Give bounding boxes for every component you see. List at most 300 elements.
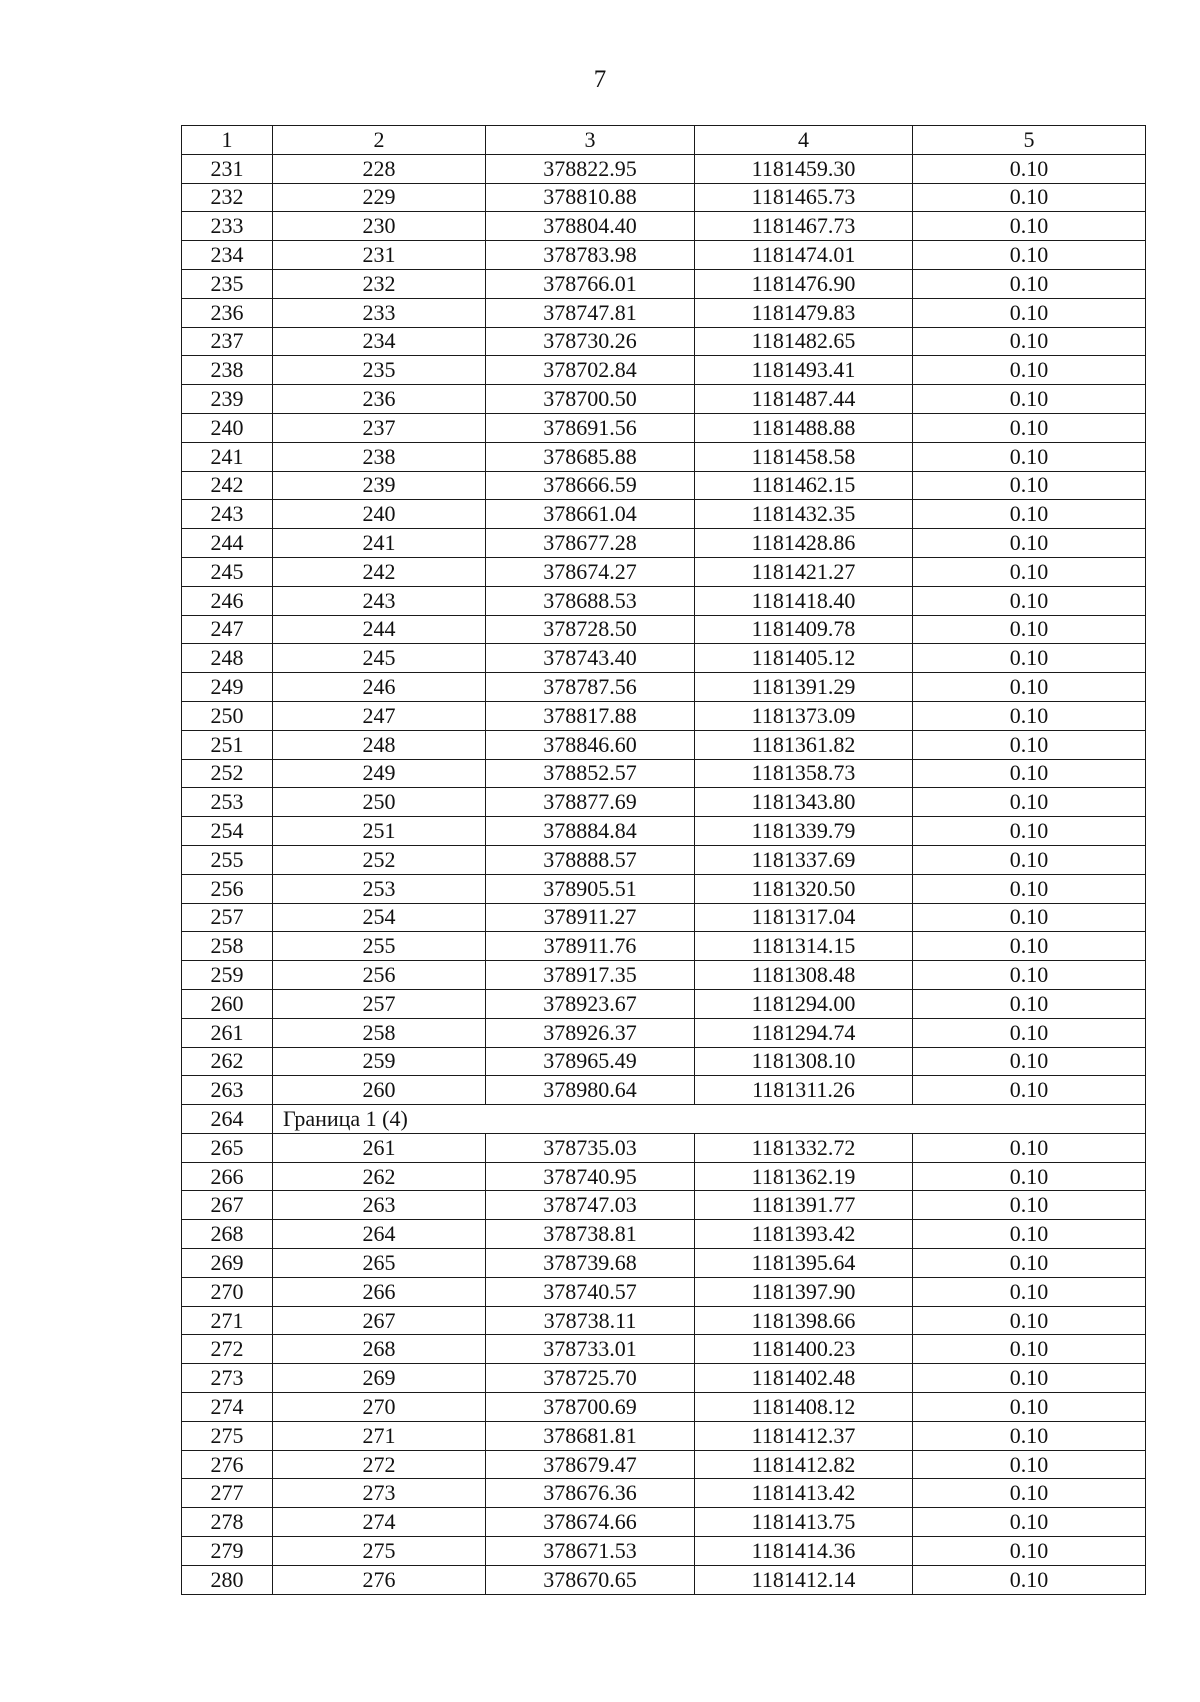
y-coordinate-cell: 1181397.90 bbox=[695, 1277, 913, 1306]
error-cell: 0.10 bbox=[913, 845, 1146, 874]
point-number-cell: 250 bbox=[273, 788, 486, 817]
error-cell: 0.10 bbox=[913, 154, 1146, 183]
error-cell: 0.10 bbox=[913, 1191, 1146, 1220]
y-coordinate-cell: 1181391.77 bbox=[695, 1191, 913, 1220]
table-row bbox=[182, 154, 1146, 183]
y-coordinate-cell: 1181462.15 bbox=[695, 471, 913, 500]
table-row bbox=[182, 874, 1146, 903]
y-coordinate-cell: 1181488.88 bbox=[695, 413, 913, 442]
table-row bbox=[182, 1393, 1146, 1422]
point-number-cell: 271 bbox=[273, 1421, 486, 1450]
x-coordinate-cell: 378747.81 bbox=[486, 298, 695, 327]
row-number-cell: 274 bbox=[182, 1393, 273, 1422]
x-coordinate-cell: 378787.56 bbox=[486, 673, 695, 702]
point-number-cell: 272 bbox=[273, 1450, 486, 1479]
error-cell: 0.10 bbox=[913, 1537, 1146, 1566]
row-number-cell: 277 bbox=[182, 1479, 273, 1508]
error-cell: 0.10 bbox=[913, 241, 1146, 270]
x-coordinate-cell: 378702.84 bbox=[486, 356, 695, 385]
point-number-cell: 236 bbox=[273, 385, 486, 414]
page-number: 7 bbox=[593, 66, 607, 93]
x-coordinate-cell: 378691.56 bbox=[486, 413, 695, 442]
table-header-row bbox=[182, 126, 1146, 155]
y-coordinate-cell: 1181308.10 bbox=[695, 1047, 913, 1076]
row-number-cell: 244 bbox=[182, 529, 273, 558]
error-cell: 0.10 bbox=[913, 1508, 1146, 1537]
row-number-cell: 273 bbox=[182, 1364, 273, 1393]
y-coordinate-cell: 1181413.42 bbox=[695, 1479, 913, 1508]
y-coordinate-cell: 1181432.35 bbox=[695, 500, 913, 529]
table-row bbox=[182, 1508, 1146, 1537]
row-number-cell: 239 bbox=[182, 385, 273, 414]
y-coordinate-cell: 1181400.23 bbox=[695, 1335, 913, 1364]
point-number-cell: 244 bbox=[273, 615, 486, 644]
row-number-cell: 258 bbox=[182, 932, 273, 961]
error-cell: 0.10 bbox=[913, 730, 1146, 759]
coordinates-table bbox=[181, 125, 1146, 1595]
error-cell: 0.10 bbox=[913, 788, 1146, 817]
error-cell: 0.10 bbox=[913, 1364, 1146, 1393]
table-row bbox=[182, 1537, 1146, 1566]
y-coordinate-cell: 1181459.30 bbox=[695, 154, 913, 183]
row-number-cell: 232 bbox=[182, 183, 273, 212]
x-coordinate-cell: 378738.81 bbox=[486, 1220, 695, 1249]
row-number-cell: 233 bbox=[182, 212, 273, 241]
y-coordinate-cell: 1181412.14 bbox=[695, 1565, 913, 1594]
x-coordinate-cell: 378740.95 bbox=[486, 1162, 695, 1191]
table-row bbox=[182, 557, 1146, 586]
x-coordinate-cell: 378923.67 bbox=[486, 989, 695, 1018]
y-coordinate-cell: 1181402.48 bbox=[695, 1364, 913, 1393]
x-coordinate-cell: 378926.37 bbox=[486, 1018, 695, 1047]
x-coordinate-cell: 378766.01 bbox=[486, 269, 695, 298]
point-number-cell: 242 bbox=[273, 557, 486, 586]
row-number-cell: 251 bbox=[182, 730, 273, 759]
y-coordinate-cell: 1181395.64 bbox=[695, 1249, 913, 1278]
point-number-cell: 245 bbox=[273, 644, 486, 673]
column-header: 3 bbox=[486, 126, 695, 155]
error-cell: 0.10 bbox=[913, 327, 1146, 356]
row-number-cell: 272 bbox=[182, 1335, 273, 1364]
error-cell: 0.10 bbox=[913, 1162, 1146, 1191]
x-coordinate-cell: 378822.95 bbox=[486, 154, 695, 183]
point-number-cell: 260 bbox=[273, 1076, 486, 1105]
error-cell: 0.10 bbox=[913, 903, 1146, 932]
row-number-cell: 237 bbox=[182, 327, 273, 356]
table-row bbox=[182, 298, 1146, 327]
y-coordinate-cell: 1181482.65 bbox=[695, 327, 913, 356]
row-number-cell: 270 bbox=[182, 1277, 273, 1306]
row-number-cell: 248 bbox=[182, 644, 273, 673]
y-coordinate-cell: 1181493.41 bbox=[695, 356, 913, 385]
x-coordinate-cell: 378743.40 bbox=[486, 644, 695, 673]
y-coordinate-cell: 1181412.37 bbox=[695, 1421, 913, 1450]
section-label-cell: Граница 1 (4) bbox=[273, 1105, 1146, 1134]
row-number-cell: 246 bbox=[182, 586, 273, 615]
y-coordinate-cell: 1181391.29 bbox=[695, 673, 913, 702]
row-number-cell: 255 bbox=[182, 845, 273, 874]
row-number-cell: 250 bbox=[182, 701, 273, 730]
table-row bbox=[182, 1306, 1146, 1335]
y-coordinate-cell: 1181362.19 bbox=[695, 1162, 913, 1191]
error-cell: 0.10 bbox=[913, 500, 1146, 529]
x-coordinate-cell: 378728.50 bbox=[486, 615, 695, 644]
x-coordinate-cell: 378676.36 bbox=[486, 1479, 695, 1508]
row-number-cell: 271 bbox=[182, 1306, 273, 1335]
row-number-cell: 269 bbox=[182, 1249, 273, 1278]
error-cell: 0.10 bbox=[913, 817, 1146, 846]
row-number-cell: 265 bbox=[182, 1133, 273, 1162]
point-number-cell: 238 bbox=[273, 442, 486, 471]
x-coordinate-cell: 378674.66 bbox=[486, 1508, 695, 1537]
table-row bbox=[182, 730, 1146, 759]
point-number-cell: 274 bbox=[273, 1508, 486, 1537]
row-number-cell: 235 bbox=[182, 269, 273, 298]
table-row bbox=[182, 1162, 1146, 1191]
table-row bbox=[182, 1421, 1146, 1450]
point-number-cell: 270 bbox=[273, 1393, 486, 1422]
y-coordinate-cell: 1181343.80 bbox=[695, 788, 913, 817]
table-row bbox=[182, 385, 1146, 414]
table-row bbox=[182, 644, 1146, 673]
row-number-cell: 253 bbox=[182, 788, 273, 817]
error-cell: 0.10 bbox=[913, 673, 1146, 702]
point-number-cell: 249 bbox=[273, 759, 486, 788]
error-cell: 0.10 bbox=[913, 1249, 1146, 1278]
y-coordinate-cell: 1181418.40 bbox=[695, 586, 913, 615]
row-number-cell: 234 bbox=[182, 241, 273, 270]
point-number-cell: 264 bbox=[273, 1220, 486, 1249]
table-row bbox=[182, 1133, 1146, 1162]
error-cell: 0.10 bbox=[913, 874, 1146, 903]
point-number-cell: 228 bbox=[273, 154, 486, 183]
error-cell: 0.10 bbox=[913, 529, 1146, 558]
row-number-cell: 254 bbox=[182, 817, 273, 846]
point-number-cell: 229 bbox=[273, 183, 486, 212]
point-number-cell: 269 bbox=[273, 1364, 486, 1393]
x-coordinate-cell: 378817.88 bbox=[486, 701, 695, 730]
x-coordinate-cell: 378738.11 bbox=[486, 1306, 695, 1335]
error-cell: 0.10 bbox=[913, 269, 1146, 298]
table-row bbox=[182, 989, 1146, 1018]
point-number-cell: 257 bbox=[273, 989, 486, 1018]
y-coordinate-cell: 1181358.73 bbox=[695, 759, 913, 788]
error-cell: 0.10 bbox=[913, 1133, 1146, 1162]
y-coordinate-cell: 1181337.69 bbox=[695, 845, 913, 874]
point-number-cell: 273 bbox=[273, 1479, 486, 1508]
table-row bbox=[182, 817, 1146, 846]
y-coordinate-cell: 1181487.44 bbox=[695, 385, 913, 414]
x-coordinate-cell: 378670.65 bbox=[486, 1565, 695, 1594]
error-cell: 0.10 bbox=[913, 701, 1146, 730]
point-number-cell: 247 bbox=[273, 701, 486, 730]
x-coordinate-cell: 378846.60 bbox=[486, 730, 695, 759]
x-coordinate-cell: 378685.88 bbox=[486, 442, 695, 471]
y-coordinate-cell: 1181408.12 bbox=[695, 1393, 913, 1422]
y-coordinate-cell: 1181409.78 bbox=[695, 615, 913, 644]
error-cell: 0.10 bbox=[913, 1047, 1146, 1076]
x-coordinate-cell: 378671.53 bbox=[486, 1537, 695, 1566]
y-coordinate-cell: 1181465.73 bbox=[695, 183, 913, 212]
table-row bbox=[182, 1479, 1146, 1508]
table-row bbox=[182, 269, 1146, 298]
table-row bbox=[182, 759, 1146, 788]
row-number-cell: 275 bbox=[182, 1421, 273, 1450]
table-row bbox=[182, 413, 1146, 442]
x-coordinate-cell: 378735.03 bbox=[486, 1133, 695, 1162]
point-number-cell: 251 bbox=[273, 817, 486, 846]
row-number-cell: 243 bbox=[182, 500, 273, 529]
table-row bbox=[182, 529, 1146, 558]
column-header: 5 bbox=[913, 126, 1146, 155]
table-row bbox=[182, 701, 1146, 730]
row-number-cell: 278 bbox=[182, 1508, 273, 1537]
error-cell: 0.10 bbox=[913, 961, 1146, 990]
table-row bbox=[182, 673, 1146, 702]
y-coordinate-cell: 1181339.79 bbox=[695, 817, 913, 846]
y-coordinate-cell: 1181314.15 bbox=[695, 932, 913, 961]
row-number-cell: 264 bbox=[182, 1105, 273, 1134]
error-cell: 0.10 bbox=[913, 932, 1146, 961]
x-coordinate-cell: 378739.68 bbox=[486, 1249, 695, 1278]
row-number-cell: 231 bbox=[182, 154, 273, 183]
point-number-cell: 235 bbox=[273, 356, 486, 385]
y-coordinate-cell: 1181294.74 bbox=[695, 1018, 913, 1047]
error-cell: 0.10 bbox=[913, 442, 1146, 471]
error-cell: 0.10 bbox=[913, 356, 1146, 385]
x-coordinate-cell: 378852.57 bbox=[486, 759, 695, 788]
error-cell: 0.10 bbox=[913, 615, 1146, 644]
y-coordinate-cell: 1181361.82 bbox=[695, 730, 913, 759]
y-coordinate-cell: 1181474.01 bbox=[695, 241, 913, 270]
point-number-cell: 263 bbox=[273, 1191, 486, 1220]
point-number-cell: 265 bbox=[273, 1249, 486, 1278]
error-cell: 0.10 bbox=[913, 644, 1146, 673]
error-cell: 0.10 bbox=[913, 183, 1146, 212]
row-number-cell: 262 bbox=[182, 1047, 273, 1076]
error-cell: 0.10 bbox=[913, 759, 1146, 788]
error-cell: 0.10 bbox=[913, 1277, 1146, 1306]
point-number-cell: 230 bbox=[273, 212, 486, 241]
table-section-row bbox=[182, 1105, 1146, 1134]
table-row bbox=[182, 327, 1146, 356]
point-number-cell: 253 bbox=[273, 874, 486, 903]
x-coordinate-cell: 378905.51 bbox=[486, 874, 695, 903]
y-coordinate-cell: 1181428.86 bbox=[695, 529, 913, 558]
table-row bbox=[182, 1076, 1146, 1105]
table-row bbox=[182, 903, 1146, 932]
table-row bbox=[182, 586, 1146, 615]
table-row bbox=[182, 1335, 1146, 1364]
point-number-cell: 275 bbox=[273, 1537, 486, 1566]
x-coordinate-cell: 378783.98 bbox=[486, 241, 695, 270]
error-cell: 0.10 bbox=[913, 1306, 1146, 1335]
column-header: 4 bbox=[695, 126, 913, 155]
table-row bbox=[182, 500, 1146, 529]
row-number-cell: 276 bbox=[182, 1450, 273, 1479]
row-number-cell: 238 bbox=[182, 356, 273, 385]
row-number-cell: 260 bbox=[182, 989, 273, 1018]
row-number-cell: 257 bbox=[182, 903, 273, 932]
point-number-cell: 267 bbox=[273, 1306, 486, 1335]
error-cell: 0.10 bbox=[913, 413, 1146, 442]
point-number-cell: 255 bbox=[273, 932, 486, 961]
error-cell: 0.10 bbox=[913, 989, 1146, 1018]
x-coordinate-cell: 378733.01 bbox=[486, 1335, 695, 1364]
table-row bbox=[182, 1450, 1146, 1479]
x-coordinate-cell: 378679.47 bbox=[486, 1450, 695, 1479]
x-coordinate-cell: 378747.03 bbox=[486, 1191, 695, 1220]
table-row bbox=[182, 961, 1146, 990]
x-coordinate-cell: 378965.49 bbox=[486, 1047, 695, 1076]
table-row bbox=[182, 788, 1146, 817]
row-number-cell: 266 bbox=[182, 1162, 273, 1191]
x-coordinate-cell: 378681.81 bbox=[486, 1421, 695, 1450]
table-row bbox=[182, 471, 1146, 500]
x-coordinate-cell: 378700.50 bbox=[486, 385, 695, 414]
error-cell: 0.10 bbox=[913, 298, 1146, 327]
x-coordinate-cell: 378661.04 bbox=[486, 500, 695, 529]
column-header: 1 bbox=[182, 126, 273, 155]
error-cell: 0.10 bbox=[913, 1565, 1146, 1594]
y-coordinate-cell: 1181476.90 bbox=[695, 269, 913, 298]
table-row bbox=[182, 845, 1146, 874]
y-coordinate-cell: 1181421.27 bbox=[695, 557, 913, 586]
row-number-cell: 247 bbox=[182, 615, 273, 644]
row-number-cell: 267 bbox=[182, 1191, 273, 1220]
column-header: 2 bbox=[273, 126, 486, 155]
x-coordinate-cell: 378911.76 bbox=[486, 932, 695, 961]
error-cell: 0.10 bbox=[913, 1335, 1146, 1364]
y-coordinate-cell: 1181308.48 bbox=[695, 961, 913, 990]
point-number-cell: 261 bbox=[273, 1133, 486, 1162]
x-coordinate-cell: 378884.84 bbox=[486, 817, 695, 846]
error-cell: 0.10 bbox=[913, 1421, 1146, 1450]
y-coordinate-cell: 1181413.75 bbox=[695, 1508, 913, 1537]
table-body bbox=[182, 154, 1146, 1594]
x-coordinate-cell: 378877.69 bbox=[486, 788, 695, 817]
table-row bbox=[182, 1220, 1146, 1249]
row-number-cell: 279 bbox=[182, 1537, 273, 1566]
error-cell: 0.10 bbox=[913, 1450, 1146, 1479]
y-coordinate-cell: 1181311.26 bbox=[695, 1076, 913, 1105]
table-row bbox=[182, 1191, 1146, 1220]
table-row bbox=[182, 1565, 1146, 1594]
point-number-cell: 231 bbox=[273, 241, 486, 270]
point-number-cell: 254 bbox=[273, 903, 486, 932]
point-number-cell: 232 bbox=[273, 269, 486, 298]
row-number-cell: 240 bbox=[182, 413, 273, 442]
row-number-cell: 241 bbox=[182, 442, 273, 471]
row-number-cell: 268 bbox=[182, 1220, 273, 1249]
point-number-cell: 258 bbox=[273, 1018, 486, 1047]
error-cell: 0.10 bbox=[913, 212, 1146, 241]
x-coordinate-cell: 378677.28 bbox=[486, 529, 695, 558]
point-number-cell: 237 bbox=[273, 413, 486, 442]
table-row bbox=[182, 1249, 1146, 1278]
table-row bbox=[182, 212, 1146, 241]
point-number-cell: 241 bbox=[273, 529, 486, 558]
y-coordinate-cell: 1181332.72 bbox=[695, 1133, 913, 1162]
y-coordinate-cell: 1181294.00 bbox=[695, 989, 913, 1018]
row-number-cell: 256 bbox=[182, 874, 273, 903]
row-number-cell: 236 bbox=[182, 298, 273, 327]
table-row bbox=[182, 1018, 1146, 1047]
table-row bbox=[182, 442, 1146, 471]
error-cell: 0.10 bbox=[913, 1393, 1146, 1422]
x-coordinate-cell: 378804.40 bbox=[486, 212, 695, 241]
point-number-cell: 248 bbox=[273, 730, 486, 759]
row-number-cell: 263 bbox=[182, 1076, 273, 1105]
error-cell: 0.10 bbox=[913, 471, 1146, 500]
table-row bbox=[182, 932, 1146, 961]
error-cell: 0.10 bbox=[913, 586, 1146, 615]
x-coordinate-cell: 378674.27 bbox=[486, 557, 695, 586]
point-number-cell: 246 bbox=[273, 673, 486, 702]
error-cell: 0.10 bbox=[913, 1076, 1146, 1105]
point-number-cell: 256 bbox=[273, 961, 486, 990]
y-coordinate-cell: 1181317.04 bbox=[695, 903, 913, 932]
table-row bbox=[182, 356, 1146, 385]
point-number-cell: 276 bbox=[273, 1565, 486, 1594]
point-number-cell: 243 bbox=[273, 586, 486, 615]
point-number-cell: 233 bbox=[273, 298, 486, 327]
point-number-cell: 266 bbox=[273, 1277, 486, 1306]
point-number-cell: 268 bbox=[273, 1335, 486, 1364]
y-coordinate-cell: 1181414.36 bbox=[695, 1537, 913, 1566]
error-cell: 0.10 bbox=[913, 557, 1146, 586]
table-row bbox=[182, 1364, 1146, 1393]
row-number-cell: 245 bbox=[182, 557, 273, 586]
point-number-cell: 234 bbox=[273, 327, 486, 356]
y-coordinate-cell: 1181320.50 bbox=[695, 874, 913, 903]
y-coordinate-cell: 1181398.66 bbox=[695, 1306, 913, 1335]
x-coordinate-cell: 378911.27 bbox=[486, 903, 695, 932]
point-number-cell: 240 bbox=[273, 500, 486, 529]
x-coordinate-cell: 378888.57 bbox=[486, 845, 695, 874]
x-coordinate-cell: 378730.26 bbox=[486, 327, 695, 356]
table-row bbox=[182, 1277, 1146, 1306]
error-cell: 0.10 bbox=[913, 1220, 1146, 1249]
y-coordinate-cell: 1181393.42 bbox=[695, 1220, 913, 1249]
y-coordinate-cell: 1181479.83 bbox=[695, 298, 913, 327]
point-number-cell: 239 bbox=[273, 471, 486, 500]
table-row bbox=[182, 241, 1146, 270]
table-row bbox=[182, 183, 1146, 212]
x-coordinate-cell: 378700.69 bbox=[486, 1393, 695, 1422]
row-number-cell: 280 bbox=[182, 1565, 273, 1594]
x-coordinate-cell: 378725.70 bbox=[486, 1364, 695, 1393]
y-coordinate-cell: 1181405.12 bbox=[695, 644, 913, 673]
row-number-cell: 259 bbox=[182, 961, 273, 990]
point-number-cell: 252 bbox=[273, 845, 486, 874]
error-cell: 0.10 bbox=[913, 1018, 1146, 1047]
point-number-cell: 262 bbox=[273, 1162, 486, 1191]
x-coordinate-cell: 378917.35 bbox=[486, 961, 695, 990]
y-coordinate-cell: 1181373.09 bbox=[695, 701, 913, 730]
table-row bbox=[182, 615, 1146, 644]
row-number-cell: 242 bbox=[182, 471, 273, 500]
y-coordinate-cell: 1181467.73 bbox=[695, 212, 913, 241]
point-number-cell: 259 bbox=[273, 1047, 486, 1076]
x-coordinate-cell: 378980.64 bbox=[486, 1076, 695, 1105]
error-cell: 0.10 bbox=[913, 385, 1146, 414]
error-cell: 0.10 bbox=[913, 1479, 1146, 1508]
row-number-cell: 249 bbox=[182, 673, 273, 702]
row-number-cell: 252 bbox=[182, 759, 273, 788]
x-coordinate-cell: 378688.53 bbox=[486, 586, 695, 615]
y-coordinate-cell: 1181412.82 bbox=[695, 1450, 913, 1479]
